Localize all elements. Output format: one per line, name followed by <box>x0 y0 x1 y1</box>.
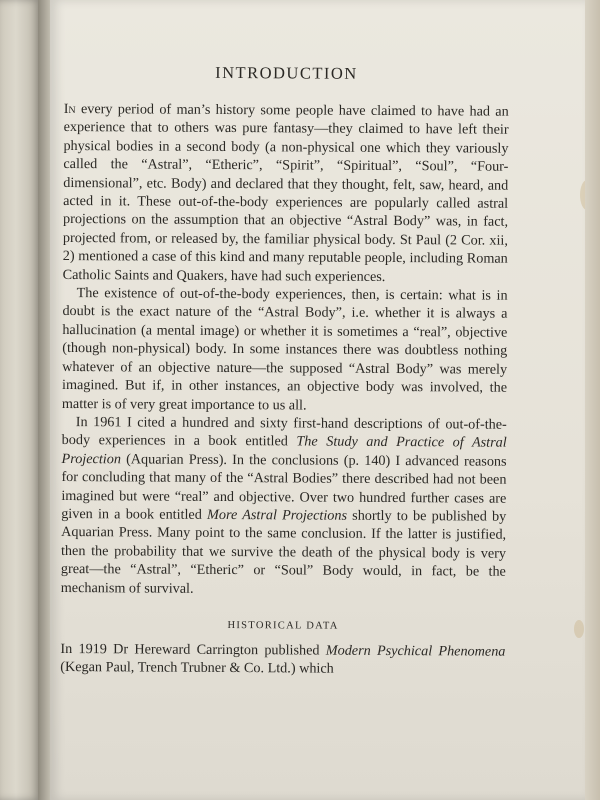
paragraph-3 <box>61 413 507 600</box>
paragraph-4 <box>60 640 505 680</box>
page-text <box>60 62 509 679</box>
paragraph-1 <box>63 100 509 287</box>
book-title-modern: Modern Psychical Phenomena <box>325 642 506 660</box>
right-page-edge <box>585 0 600 800</box>
section-heading: HISTORICAL DATA <box>227 619 339 632</box>
paragraph-2: The existence of out-of-the-body experiences, then, is certain: what is in doubt is the exact nature of the “Astral Body”, i.e. whether it is always a hallucination (a mental image) or whether it is sometimes a “real”, objective (though non-physical) body. In some instances there was doubtless nothing whatever of an objective nature—the supposed “Astral Body” was merely imagined. But if, in other instances, an objective body was involved, the matter is of very great importance to us all. <box>61 285 508 413</box>
lead-word: In <box>63 100 76 118</box>
paper-stain <box>574 620 584 638</box>
paragraph-4-text-b: (Kegan Paul, Trench Trubner & Co. Ltd.) which <box>60 659 334 678</box>
paragraph-3-text-c: shortly to be published by Aquarian Press. Many point to the same conclusion. If the latter is justified, then the probability that we survive the death of the physical body is very great—the “Astral”, “Etheric” or “Soul” Body would, in fact, be the mechanism of survival. <box>60 507 507 597</box>
book-title-more: More Astral Projections <box>207 506 348 524</box>
paragraph-1-text: every period of man’s history some people have claimed to have had an experience that to others was pure fantasy—they claimed to have left their physical bodies in a second body (a non-physical one which they variously called the “Astral”, “Etheric”, “Spirit”, “Spiritual”, “Soul”, “Four-dimensional”, etc. Body) and declared that they thought, felt, saw, heard, and acted in it. These out-of-the-body experiences are popularly called astral projections on the assumption that an objective “Astral Body” was, in fact, projected from, or released by, the familiar physical body. St Paul (2 Cor. xii, 2) mentioned a case of this kind and many reputable people, including Roman Catholic Saints and Quakers, have had such experiences. <box>62 101 509 285</box>
chapter-title: INTRODUCTION <box>215 62 358 83</box>
paragraph-3-text-b: (Aquarian Press). In the conclusions (p. 140) I advanced reasons for concluding that many of the “Astral Bodies” there described had not been imagined but were “real” and objective. Over two hundred further cases are given in a book entitled <box>61 451 507 523</box>
book-title-study: The Study and Practice of Astral Projection <box>61 433 507 468</box>
left-page-edge <box>0 0 40 800</box>
paragraph-4-text-a: In 1919 Dr Hereward Carrington published <box>60 640 326 659</box>
paragraph-3-text-a: In 1961 I cited a hundred and sixty first-hand descriptions of out-of-the-body experiences in a book entitled <box>61 413 507 450</box>
